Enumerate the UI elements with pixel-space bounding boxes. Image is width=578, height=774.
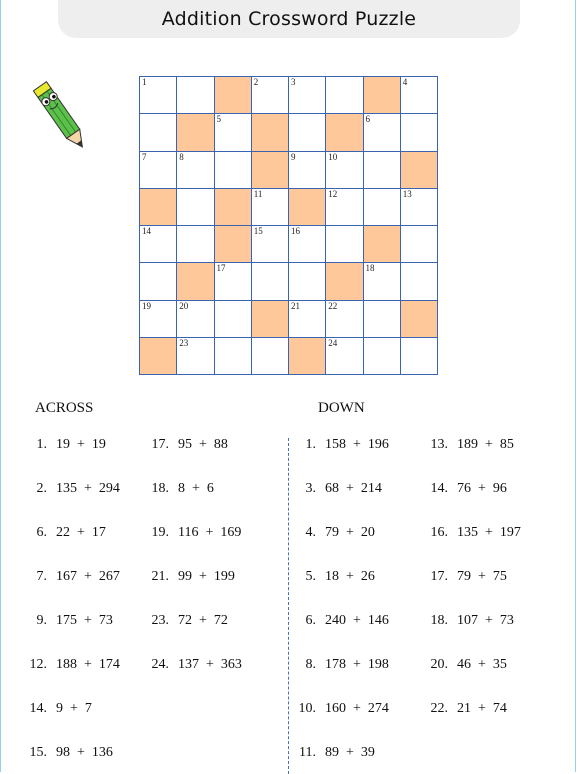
grid-cell[interactable] bbox=[289, 263, 326, 300]
clue-number: 23. bbox=[151, 613, 169, 628]
clue-text: 116 + 169 bbox=[178, 525, 242, 540]
grid-cell[interactable] bbox=[289, 226, 326, 263]
grid-cell[interactable] bbox=[364, 114, 401, 151]
grid-cell[interactable] bbox=[252, 226, 289, 263]
grid-cell-shaded bbox=[140, 338, 177, 375]
cell-number: 16 bbox=[291, 226, 300, 236]
clue-text: 21 + 74 bbox=[457, 701, 507, 716]
clue-text: 72 + 72 bbox=[178, 613, 228, 628]
clue-number: 18. bbox=[430, 613, 448, 628]
clue-item bbox=[23, 657, 120, 673]
cell-number: 23 bbox=[179, 337, 189, 348]
page-title: Addition Crossword Puzzle bbox=[161, 8, 417, 30]
clue-number: 3. bbox=[305, 481, 316, 496]
clue-text: 167 + 267 bbox=[56, 569, 120, 584]
clue-number: 18. bbox=[151, 481, 169, 496]
clue-text: 68 + 214 bbox=[325, 481, 382, 496]
clue-number: 1. bbox=[36, 437, 47, 452]
clue-text: 135 + 197 bbox=[457, 525, 521, 540]
grid-cell[interactable] bbox=[177, 226, 214, 263]
clue-text: 160 + 274 bbox=[325, 701, 389, 716]
grid-cell[interactable] bbox=[177, 301, 214, 338]
clue-number: 21. bbox=[151, 569, 169, 584]
grid-cell[interactable] bbox=[140, 152, 177, 189]
cell-number: 24 bbox=[328, 337, 338, 348]
grid-cell[interactable] bbox=[215, 338, 252, 375]
grid-cell[interactable] bbox=[326, 338, 363, 375]
clue-number: 13. bbox=[430, 437, 448, 452]
crossword-grid bbox=[139, 76, 438, 375]
clue-text: 189 + 85 bbox=[457, 437, 514, 452]
pencil-icon bbox=[30, 72, 90, 158]
grid-cell[interactable] bbox=[364, 301, 401, 338]
clue-item bbox=[145, 437, 228, 453]
cell-number: 9 bbox=[291, 151, 296, 162]
clue-text: 46 + 35 bbox=[457, 657, 507, 672]
grid-cell[interactable] bbox=[364, 189, 401, 226]
clue-item bbox=[23, 701, 92, 717]
grid-cell[interactable] bbox=[252, 189, 289, 226]
cell-number: 14 bbox=[142, 226, 151, 236]
cell-number: 1 bbox=[142, 77, 147, 87]
grid-cell[interactable] bbox=[177, 338, 214, 375]
grid-cell-shaded bbox=[289, 189, 326, 226]
cell-number: 15 bbox=[253, 226, 263, 236]
clue-number: 19. bbox=[151, 525, 169, 540]
grid-cell[interactable] bbox=[401, 189, 438, 226]
clue-text: 135 + 294 bbox=[56, 481, 120, 496]
clue-item bbox=[424, 525, 521, 541]
grid-cell-shaded bbox=[401, 152, 438, 189]
clue-item bbox=[292, 569, 375, 585]
clue-text: 158 + 196 bbox=[325, 437, 389, 452]
grid-cell[interactable] bbox=[401, 114, 438, 151]
grid-cell-shaded bbox=[252, 301, 289, 338]
clue-number: 8. bbox=[305, 657, 316, 672]
clue-text: 240 + 146 bbox=[325, 613, 389, 628]
grid-cell[interactable] bbox=[140, 301, 177, 338]
clue-item bbox=[23, 569, 120, 585]
cell-number: 21 bbox=[291, 300, 300, 311]
title-bar bbox=[58, 0, 520, 38]
grid-cell[interactable] bbox=[326, 189, 363, 226]
grid-cell[interactable] bbox=[140, 226, 177, 263]
clue-text: 95 + 88 bbox=[178, 437, 228, 452]
grid-cell-shaded bbox=[326, 263, 363, 300]
cell-number: 12 bbox=[328, 188, 338, 199]
grid-cell[interactable] bbox=[252, 338, 289, 375]
clue-item bbox=[292, 481, 382, 497]
clue-item bbox=[292, 745, 375, 761]
clue-text: 79 + 75 bbox=[457, 569, 507, 584]
grid-cell[interactable] bbox=[326, 226, 363, 263]
clue-number: 2. bbox=[36, 481, 47, 496]
clue-number: 4. bbox=[305, 525, 316, 540]
grid-cell[interactable] bbox=[252, 263, 289, 300]
grid-cell-shaded bbox=[215, 226, 252, 263]
clue-text: 22 + 17 bbox=[56, 525, 106, 540]
clue-item bbox=[145, 569, 235, 585]
grid-cell-shaded bbox=[177, 114, 214, 151]
cell-number: 22 bbox=[328, 300, 338, 311]
clue-number: 6. bbox=[36, 525, 47, 540]
grid-cell-shaded bbox=[289, 338, 326, 375]
cell-number: 4 bbox=[402, 77, 408, 87]
grid-cell-shaded bbox=[401, 301, 438, 338]
grid-cell-shaded bbox=[364, 77, 401, 114]
grid-cell[interactable] bbox=[252, 77, 289, 114]
grid-cell[interactable] bbox=[326, 77, 363, 114]
clue-number: 22. bbox=[430, 701, 448, 716]
clue-number: 12. bbox=[29, 657, 47, 672]
clue-item bbox=[424, 657, 507, 673]
grid-cell[interactable] bbox=[289, 152, 326, 189]
grid-cell-shaded bbox=[326, 114, 363, 151]
clue-item bbox=[424, 701, 507, 717]
grid-cell[interactable] bbox=[215, 301, 252, 338]
grid-cell[interactable] bbox=[289, 301, 326, 338]
grid-cell-shaded bbox=[140, 189, 177, 226]
clue-item bbox=[424, 569, 507, 585]
clue-item bbox=[145, 657, 242, 673]
grid-cell[interactable] bbox=[177, 152, 214, 189]
clue-text: 178 + 198 bbox=[325, 657, 389, 672]
clue-item bbox=[23, 437, 106, 453]
clue-item bbox=[145, 613, 228, 629]
grid-cell[interactable] bbox=[364, 263, 401, 300]
grid-cell[interactable] bbox=[401, 263, 438, 300]
clue-number: 17. bbox=[151, 437, 169, 452]
clue-number: 10. bbox=[298, 701, 316, 716]
clue-number: 16. bbox=[430, 525, 448, 540]
down-heading: DOWN bbox=[318, 400, 365, 416]
clue-number: 1. bbox=[305, 437, 316, 452]
clue-text: 18 + 26 bbox=[325, 569, 375, 584]
clue-item bbox=[292, 525, 375, 541]
column-divider bbox=[288, 438, 289, 774]
cell-number: 19 bbox=[142, 300, 151, 311]
grid-cell[interactable] bbox=[140, 77, 177, 114]
clue-number: 11. bbox=[299, 745, 316, 760]
clue-item bbox=[424, 481, 507, 497]
clue-number: 24. bbox=[151, 657, 169, 672]
grid-cell-shaded bbox=[177, 263, 214, 300]
clue-item bbox=[292, 613, 389, 629]
clue-text: 8 + 6 bbox=[178, 481, 214, 496]
clue-text: 76 + 96 bbox=[457, 481, 507, 496]
grid-cell-shaded bbox=[252, 114, 289, 151]
clue-text: 19 + 19 bbox=[56, 437, 106, 452]
grid-cell[interactable] bbox=[177, 77, 214, 114]
clue-text: 175 + 73 bbox=[56, 613, 113, 628]
clue-number: 9. bbox=[36, 613, 47, 628]
clue-text: 9 + 7 bbox=[56, 701, 92, 716]
clue-text: 188 + 174 bbox=[56, 657, 120, 672]
clue-item bbox=[145, 481, 214, 497]
cell-number: 13 bbox=[402, 188, 412, 199]
clue-item bbox=[23, 525, 106, 541]
grid-cell[interactable] bbox=[289, 77, 326, 114]
across-heading: ACROSS bbox=[35, 400, 94, 416]
clue-item bbox=[145, 525, 241, 541]
clue-number: 20. bbox=[430, 657, 448, 672]
cell-number: 5 bbox=[216, 114, 221, 125]
clue-item bbox=[292, 657, 389, 673]
cell-number: 20 bbox=[179, 300, 189, 311]
clue-text: 79 + 20 bbox=[325, 525, 375, 540]
cell-number: 17 bbox=[216, 263, 226, 274]
clue-number: 14. bbox=[29, 701, 47, 716]
cell-number: 2 bbox=[253, 77, 259, 87]
clue-item bbox=[23, 613, 113, 629]
clue-number: 17. bbox=[430, 569, 448, 584]
clue-number: 6. bbox=[305, 613, 316, 628]
grid-cell[interactable] bbox=[140, 263, 177, 300]
clue-item bbox=[424, 613, 514, 629]
cell-number: 18 bbox=[365, 263, 375, 274]
grid-cell[interactable] bbox=[364, 152, 401, 189]
clue-item bbox=[23, 745, 113, 761]
grid-cell[interactable] bbox=[326, 152, 363, 189]
grid-cell[interactable] bbox=[326, 301, 363, 338]
cell-number: 11 bbox=[253, 188, 263, 199]
grid-cell-shaded bbox=[252, 152, 289, 189]
cell-number: 10 bbox=[328, 151, 338, 162]
grid-cell[interactable] bbox=[177, 189, 214, 226]
grid-cell-shaded bbox=[215, 189, 252, 226]
clue-number: 7. bbox=[36, 569, 47, 584]
clue-text: 107 + 73 bbox=[457, 613, 514, 628]
cell-number: 8 bbox=[179, 151, 184, 162]
clue-text: 98 + 136 bbox=[56, 745, 113, 760]
grid-cell[interactable] bbox=[401, 338, 438, 375]
clue-text: 89 + 39 bbox=[325, 745, 375, 760]
clue-number: 15. bbox=[29, 745, 47, 760]
grid-cell[interactable] bbox=[364, 338, 401, 375]
cell-number: 3 bbox=[291, 77, 296, 87]
grid-cell-shaded bbox=[215, 77, 252, 114]
clue-text: 99 + 199 bbox=[178, 569, 235, 584]
grid-cell[interactable] bbox=[401, 226, 438, 263]
clue-item bbox=[424, 437, 514, 453]
grid-cell[interactable] bbox=[215, 114, 252, 151]
grid-cell[interactable] bbox=[140, 114, 177, 151]
grid-cell[interactable] bbox=[401, 77, 438, 114]
clue-number: 5. bbox=[305, 569, 316, 584]
clue-item bbox=[23, 481, 120, 497]
clue-item bbox=[292, 701, 389, 717]
clue-number: 14. bbox=[430, 481, 448, 496]
grid-cell-shaded bbox=[364, 226, 401, 263]
cell-number: 7 bbox=[142, 151, 147, 162]
clue-text: 137 + 363 bbox=[178, 657, 242, 672]
clue-item bbox=[292, 437, 389, 453]
grid-cell[interactable] bbox=[215, 152, 252, 189]
grid-cell[interactable] bbox=[215, 263, 252, 300]
grid-cell[interactable] bbox=[289, 114, 326, 151]
cell-number: 6 bbox=[365, 114, 370, 125]
